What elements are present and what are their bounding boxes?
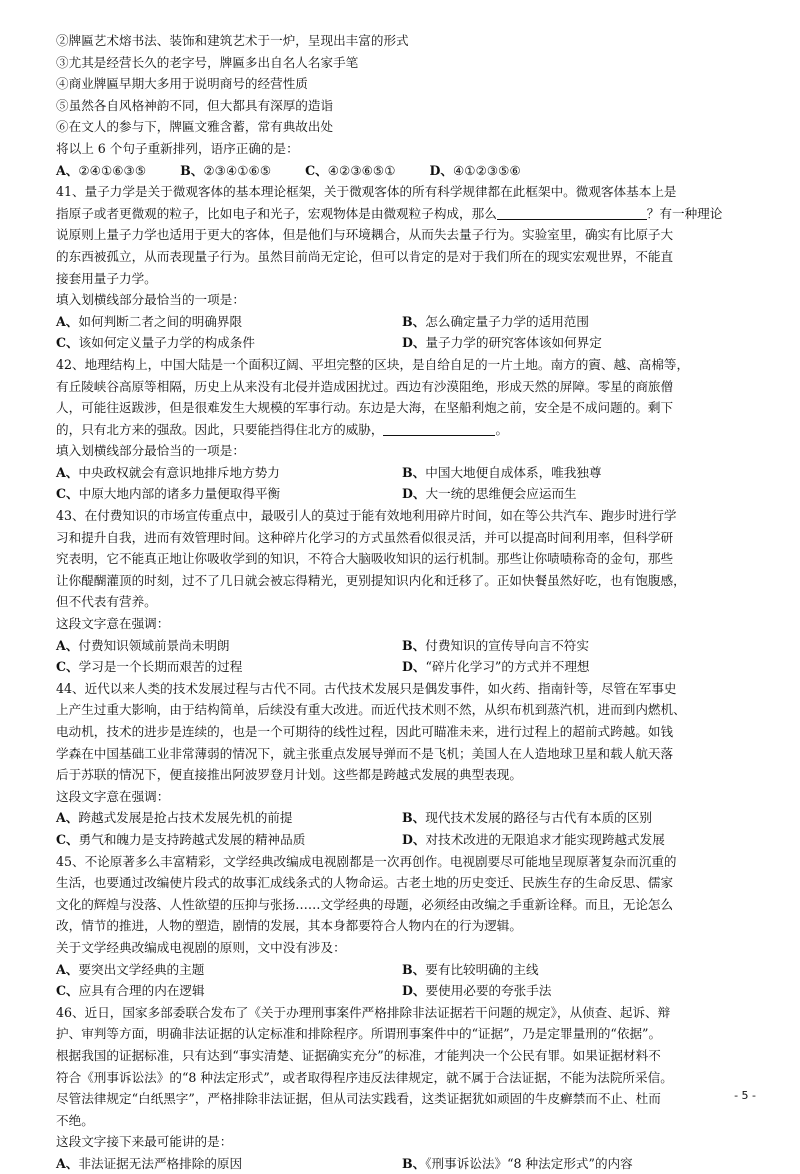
option-d[interactable]: D、量子力学的研究客体该如何界定 — [402, 335, 602, 351]
fill-blank — [497, 205, 647, 220]
q43-line-5: 但不代表有营养。 — [56, 594, 157, 610]
q46-line-2: 护、审判等方面，明确非法证据的认定标准和排除程序。所谓刑事案件中的“证据”，乃是定罪量刑的“依据”。 — [56, 1026, 662, 1042]
q46-line-4: 符合《刑事诉讼法》的“8 种法定形式”，或者取得程序违反法律规定，就不属于合法证据，不能为法院所采信。 — [56, 1069, 673, 1085]
option-a[interactable]: A、非法证据无法严格排除的原因 — [56, 1155, 243, 1171]
q44-line-4: 学森在中国基础工业非常薄弱的情况下，就主张重点发展导弹而不是飞机；美国人在人造地球卫星和载人航天落 — [56, 745, 674, 761]
q44-line-5: 后于苏联的情况下，便直接推出阿波罗登月计划。这些都是跨越式发展的典型表现。 — [56, 767, 522, 783]
option-d[interactable]: D、要使用必要的夸张手法 — [402, 983, 552, 999]
q41-line-1: 41、量子力学是关于微观客体的基本理论框架，关于微观客体的所有科学规律都在此框架中。微观客体基本上是 — [56, 184, 677, 200]
page-number: - 5 - — [734, 1089, 756, 1102]
q41-line-4: 的东西被孤立，从而表现量子行为。虽然目前尚无定论，但可以肯定的是对于我们所在的现实宏观世界，不能直 — [56, 248, 674, 264]
q43-options-row-2 — [56, 656, 748, 678]
q42-prompt: 填入划横线部分最恰当的一项是： — [56, 443, 245, 459]
option-c[interactable]: C、④②③⑥⑤① — [305, 162, 396, 178]
q45-line-4: 改，情节的推进，人物的塑造，剧情的发展，其本身都要符合人物内在的行为逻辑。 — [56, 918, 522, 934]
q46-line-6: 不绝。 — [56, 1112, 94, 1128]
q45-prompt: 关于文学经典改编成电视剧的原则，文中没有涉及： — [56, 939, 346, 955]
q43-line-2: 习和提升自我，进而有效管理时间。这种碎片化学习的方式虽然看似很灵活，并可以提高时间利用率，但科学研 — [56, 529, 674, 545]
sentence-6: ⑥在文人的参与下，牌匾文雅含蓄，常有典故出处 — [56, 119, 334, 135]
q42-line-2: 有丘陵峡谷高原等相隔，历史上从来没有北侵并造成困扰过。西边有沙漠阻绝，形成天然的屏障。零星的商旅僧 — [56, 378, 674, 394]
q42-line-3: 人，可能往返跋涉，但是很难发生大规模的军事行动。东边是大海，在坚船利炮之前，安全是不成问题的。剩下 — [56, 400, 674, 416]
option-b[interactable]: B、②③④①⑥⑤ — [180, 162, 272, 178]
q45-line-2: 生活，也要通过改编使片段式的故事汇成线条式的人物命运。古老土地的历史变迁、民族生存的生命反思、儒家 — [56, 875, 674, 891]
q45-options-row-2 — [56, 980, 748, 1002]
q42-line-4: 的，只有北方来的强敌。因此，只要能挡得住北方的威胁， 。 — [56, 421, 509, 437]
sentence-3: ③尤其是经营长久的老字号，牌匾多出自名人名家手笔 — [56, 54, 359, 70]
q45-line-1: 45、不论原著多么丰富精彩，文学经典改编成电视剧都是一次再创作。电视剧要尽可能地呈现原著复杂而沉重的 — [56, 853, 677, 869]
q46-prompt: 这段文字接下来最可能讲的是： — [56, 1134, 233, 1150]
q42-options-row-2 — [56, 483, 748, 505]
option-c[interactable]: C、勇气和魄力是支持跨越式发展的精神品质 — [56, 831, 306, 847]
option-a[interactable]: A、如何判断二者之间的明确界限 — [56, 313, 243, 329]
q44-line-1: 44、近代以来人类的技术发展过程与古代不同。古代技术发展只是偶发事件，如火药、指南针等，尽管在军事史 — [56, 680, 677, 696]
q42-line-1: 42、地理结构上，中国大陆是一个面积辽阔、平坦完整的区块，是自给自足的一片土地。南方的賨、越、高棉等， — [56, 356, 690, 372]
q46-line-5: 尽管法律规定“白纸黑字”，严格排除非法证据，但从司法实践看，这类证据犹如顽固的牛皮癣禁而不止、杜而 — [56, 1091, 661, 1107]
q44-options-row-2 — [56, 829, 748, 851]
q43-line-4: 让你醍醐灌顶的时刻，过不了几日就会被忘得精光，更别提知识内化和迁移了。正如快餐虽然好吃，也有饱腹感， — [56, 572, 686, 588]
q43-prompt: 这段文字意在强调： — [56, 616, 170, 632]
option-a[interactable]: A、要突出文学经典的主题 — [56, 961, 205, 977]
option-c[interactable]: C、学习是一个长期而艰苦的过程 — [56, 659, 243, 675]
q44-options-row-1 — [56, 807, 748, 829]
q46-line-1: 46、近日，国家多部委联合发布了《关于办理刑事案件严格排除非法证据若干问题的规定》，从侦查、起诉、辩 — [56, 1004, 671, 1020]
q45-options-row-1 — [56, 959, 748, 981]
option-a[interactable]: A、付费知识领域前景尚未明朗 — [56, 637, 230, 653]
q41-line-2: 指原子或者更微观的粒子，比如电子和光子，宏观物体是由微观粒子构成，那么 ？有一种理论 — [56, 205, 723, 221]
ordering-options — [56, 160, 748, 182]
q41-prompt: 填入划横线部分最恰当的一项是： — [56, 292, 245, 308]
q42-options-row-1 — [56, 462, 748, 484]
q44-line-3: 电动机，技术的进步是连续的，也是一个可期待的线性过程，因此可瞄准未来，进行过程上的超前式跨越。如钱 — [56, 724, 674, 739]
sentence-5: ⑤虽然各自风格神韵不同，但大都具有深厚的造诣 — [56, 97, 334, 113]
option-b[interactable]: B、怎么确定量子力学的适用范围 — [402, 313, 589, 329]
option-b[interactable]: B、要有比较明确的主线 — [402, 961, 539, 977]
option-b[interactable]: B、付费知识的宣传导向言不符实 — [402, 637, 589, 653]
option-c[interactable]: C、该如何定义量子力学的构成条件 — [56, 335, 255, 351]
sentence-4: ④商业牌匾早期大多用于说明商号的经营性质 — [56, 76, 308, 92]
q43-line-1: 43、在付费知识的市场宣传重点中，最吸引人的莫过于能有效地利用碎片时间，如在等公共汽车、跑步时进行学 — [56, 508, 677, 524]
option-a[interactable]: A、②④①⑥③⑤ — [56, 162, 147, 178]
q43-line-3: 究表明，它不能真正地让你吸收学到的知识，不符合大脑吸收知识的运行机制。那些让你啧啧称奇的金句，那些 — [56, 551, 674, 567]
option-b[interactable]: B、《刑事诉讼法》“8 种法定形式”的内容 — [402, 1155, 633, 1171]
option-b[interactable]: B、中国大地便自成体系，唯我独尊 — [402, 464, 602, 480]
sentence-2: ②牌匾艺术熔书法、装饰和建筑艺术于一炉，呈现出丰富的形式 — [56, 33, 409, 48]
option-c[interactable]: C、应具有合理的内在逻辑 — [56, 983, 205, 999]
q43-options-row-1 — [56, 635, 748, 657]
q41-options-row-1 — [56, 311, 748, 333]
option-b[interactable]: B、现代技术发展的路径与古代有本质的区别 — [402, 810, 652, 826]
q41-line-5: 接套用量子力学。 — [56, 270, 157, 286]
q44-prompt: 这段文字意在强调： — [56, 788, 170, 804]
q41-options-row-2 — [56, 332, 748, 354]
option-d[interactable]: D、“碎片化学习”的方式并不理想 — [402, 659, 590, 675]
option-c[interactable]: C、中原大地内部的诸多力量便取得平衡 — [56, 486, 281, 502]
option-a[interactable]: A、中央政权就会有意识地排斥地方势力 — [56, 464, 280, 480]
fill-blank — [383, 421, 495, 436]
q46-options-row-1 — [56, 1153, 748, 1174]
q41-line-3: 说原则上量子力学也适用于更大的客体，但是他们与环境耦合，从而失去量子行为。实验室里，确实有比原子大 — [56, 227, 674, 243]
ordering-question: 将以上 6 个句子重新排列，语序正确的是： — [56, 140, 299, 156]
q44-line-2: 上产生过重大影响，由于结构简单，后续没有重大改进。而近代技术则不然，从织布机到蒸汽机，进而到内燃机、 — [56, 702, 686, 718]
option-d[interactable]: D、大一统的思维便会应运而生 — [402, 486, 577, 502]
option-a[interactable]: A、跨越式发展是抢占技术发展先机的前提 — [56, 810, 293, 826]
q46-line-3: 根据我国的证据标准，只有达到“事实清楚、证据确实充分”的标准，才能判决一个公民有罪。如果证据材料不 — [56, 1047, 661, 1063]
option-d[interactable]: D、对技术改进的无限追求才能实现跨越式发展 — [402, 831, 665, 847]
q45-line-3: 文化的辉煌与没落、人性欲望的压抑与张扬……文学经典的母题，必须经由改编之手重新诠释。而且，无论怎么 — [56, 896, 674, 912]
option-d[interactable]: D、④①②③⑤⑥ — [429, 162, 521, 178]
